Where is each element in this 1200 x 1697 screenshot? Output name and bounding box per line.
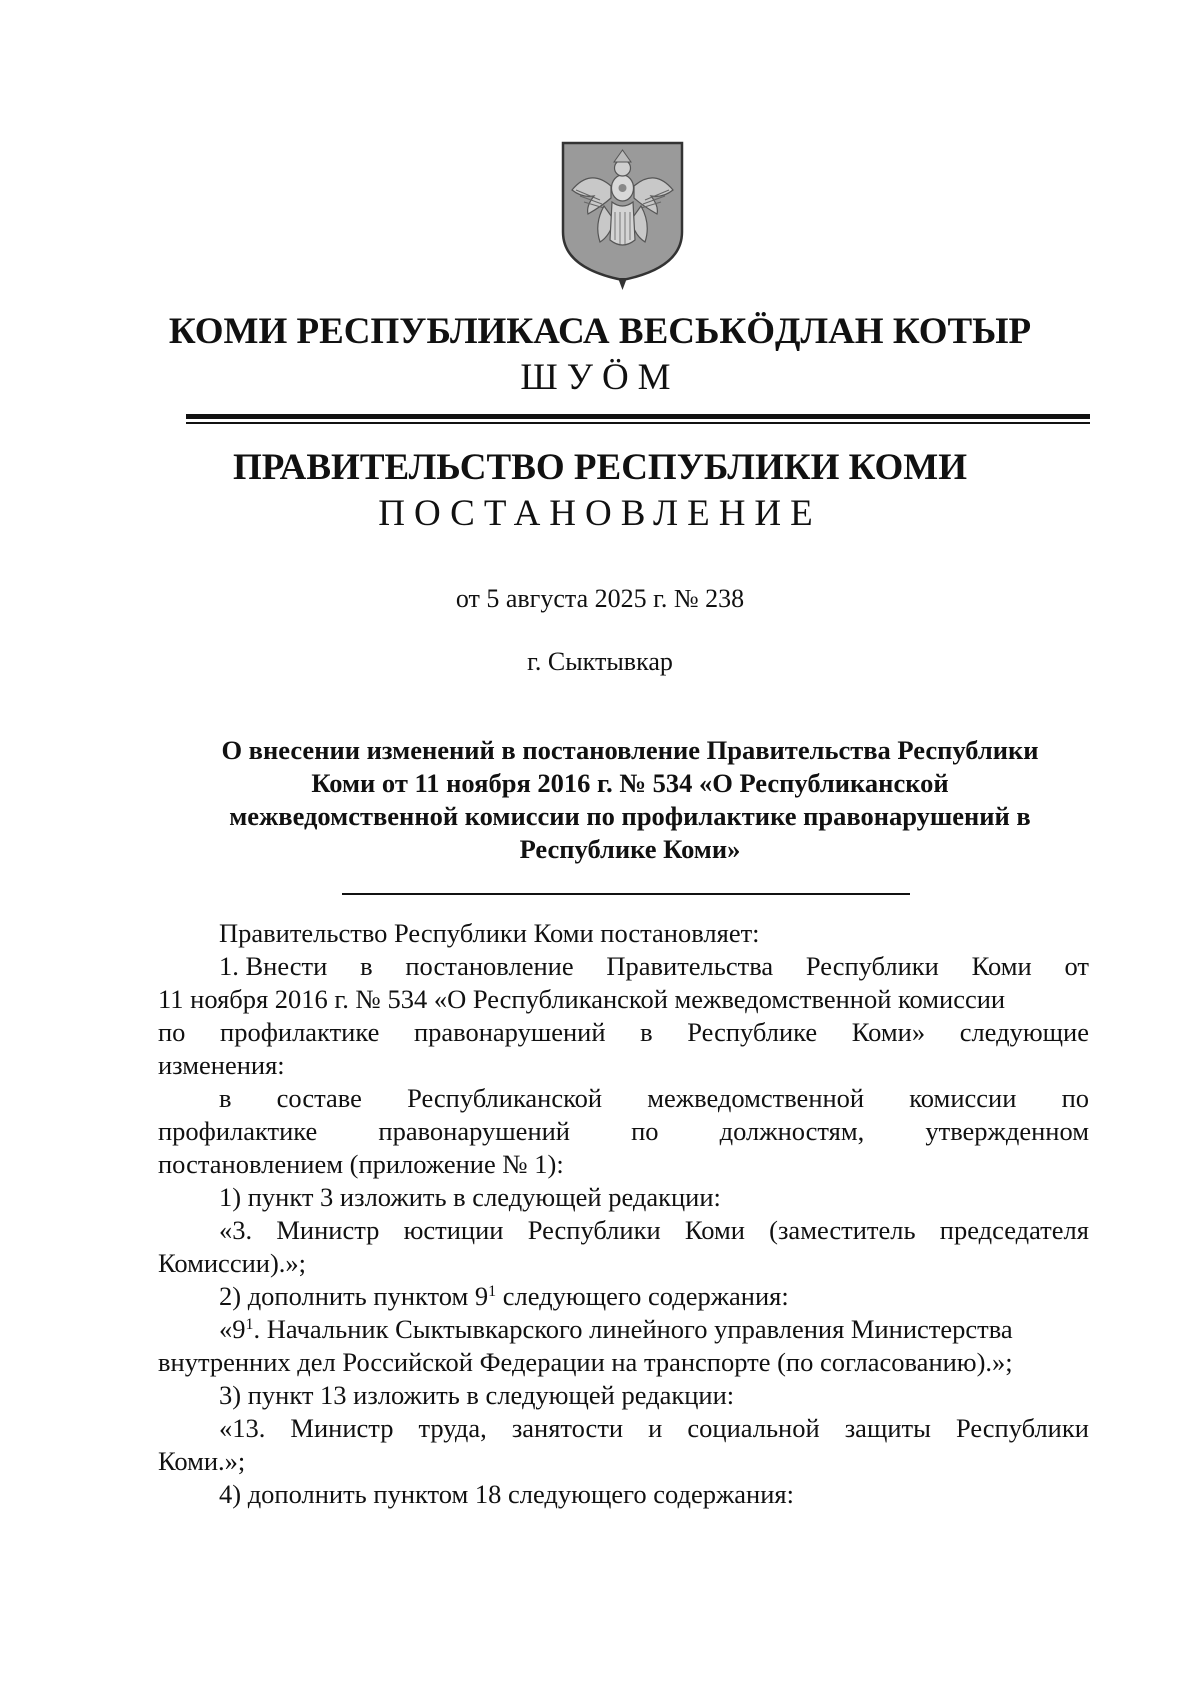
body-line: Комиссии).»; [158, 1248, 307, 1278]
document-body [158, 917, 1089, 1511]
body-text-fragment: «9 [219, 1314, 246, 1344]
document-date-number: от 5 августа 2025 г. № 238 [455, 584, 745, 613]
body-word: утвержденном [925, 1116, 1089, 1146]
body-word: председателя [939, 1215, 1089, 1245]
body-line: 4) дополнить пунктом 18 следующего содержания: [219, 1479, 794, 1509]
document-subject [160, 734, 1100, 866]
body-word: Республики [527, 1215, 661, 1245]
body-line [158, 1280, 1089, 1313]
body-line: Коми.»; [158, 1446, 246, 1476]
body-line: изменения: [158, 1050, 285, 1080]
body-word: должностям, [719, 1116, 865, 1146]
body-line [158, 1313, 1089, 1346]
body-text-fragment: 2) дополнить пунктом 9 [219, 1281, 489, 1311]
body-word: профилактике [158, 1116, 318, 1146]
body-line: 11 ноября 2016 г. № 534 «О Республиканской межведомственной комиссии [158, 984, 1006, 1014]
body-line [158, 950, 1089, 983]
body-word: Республике [687, 1017, 818, 1047]
body-word: «3. [219, 1215, 253, 1245]
body-word: комиссии [909, 1083, 1017, 1113]
superscript: 1 [488, 1283, 497, 1301]
body-line: Правительство Республики Коми постановляет: [219, 918, 760, 948]
body-word: правонарушений [378, 1116, 570, 1146]
body-line: внутренних дел Российской Федерации на транспорте (по согласованию).»; [158, 1347, 1013, 1377]
body-line: 3) пункт 13 изложить в следующей редакции: [219, 1380, 735, 1410]
komi-document-type: ШУӦМ [520, 357, 680, 398]
body-text-fragment: следующего содержания: [496, 1281, 789, 1311]
body-word: следующие [959, 1017, 1089, 1047]
body-word: Республики [805, 951, 939, 981]
body-word: Министр [276, 1215, 380, 1245]
body-line [158, 1016, 1089, 1049]
subject-line: Коми от 11 ноября 2016 г. № 534 «О Республиканской [311, 768, 949, 798]
body-word: правонарушений [413, 1017, 606, 1047]
body-word: социальной [687, 1413, 820, 1443]
komi-coat-of-arms-emblem [560, 140, 685, 292]
body-word: от [1064, 951, 1089, 981]
body-word: Республики [955, 1413, 1089, 1443]
subject-line: О внесении изменений в постановление Правительства Республики [221, 735, 1039, 765]
body-word: в [360, 951, 373, 981]
body-word: Министр [290, 1413, 394, 1443]
body-word: Республиканской [407, 1083, 603, 1113]
superscript: 1 [245, 1316, 254, 1334]
body-word: труда, [418, 1413, 487, 1443]
komi-government-title: КОМИ РЕСПУБЛИКАСА ВЕСЬКӦДЛАН КОТЫР [168, 311, 1032, 352]
document-city: г. Сыктывкар [527, 647, 673, 676]
body-line: постановлением (приложение № 1): [158, 1149, 564, 1179]
body-word: Коми [971, 951, 1032, 981]
body-word: профилактике [220, 1017, 380, 1047]
body-word: составе [276, 1083, 362, 1113]
body-word: по [631, 1116, 659, 1146]
body-word: в [219, 1083, 232, 1113]
body-line [158, 1082, 1089, 1115]
body-word: Коми [684, 1215, 745, 1245]
body-word: Правительства [606, 951, 774, 981]
russian-government-title: ПРАВИТЕЛЬСТВО РЕСПУБЛИКИ КОМИ [233, 447, 967, 488]
body-word: (заместитель [769, 1215, 916, 1245]
header-double-rule [186, 414, 1090, 425]
body-word: по [158, 1017, 186, 1047]
body-line [158, 1412, 1089, 1445]
body-line [158, 1115, 1089, 1148]
body-word: защиты [844, 1413, 931, 1443]
body-word: по [1061, 1083, 1089, 1113]
body-word: Коми» [851, 1017, 926, 1047]
subject-line: Республике Коми» [519, 834, 741, 864]
subject-line: межведомственной комиссии по профилактике правонарушений в [229, 801, 1031, 831]
body-word: юстиции [403, 1215, 504, 1245]
russian-document-type: ПОСТАНОВЛЕНИЕ [378, 493, 822, 534]
body-word: в [640, 1017, 653, 1047]
body-word: занятости [511, 1413, 624, 1443]
subject-underline [342, 893, 910, 895]
body-word: «13. [219, 1413, 266, 1443]
body-text-fragment: . Начальник Сыктывкарского линейного управления Министерства [253, 1314, 1013, 1344]
body-line: 1) пункт 3 изложить в следующей редакции: [219, 1182, 721, 1212]
body-word: 1. Внести [219, 951, 328, 981]
body-line [158, 1214, 1089, 1247]
body-word: постановление [405, 951, 574, 981]
body-word: межведомственной [647, 1083, 865, 1113]
body-word: и [648, 1413, 663, 1443]
